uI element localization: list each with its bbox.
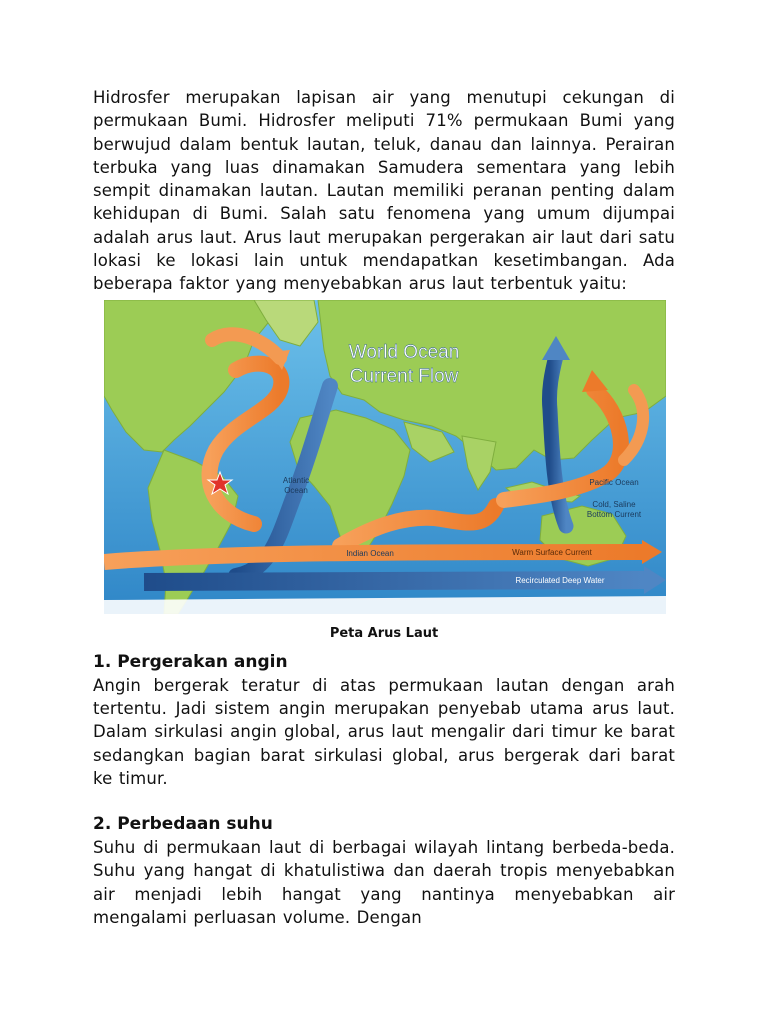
figure-caption: Peta Arus Laut [329, 625, 439, 641]
ocean-current-map [104, 300, 666, 614]
ocean-current-map-graphic [104, 300, 666, 614]
map-title-line2: Current Flow [349, 365, 459, 387]
document-page [93, 86, 675, 929]
label-deep: Recirculated Deep Water [515, 575, 605, 585]
section1-heading: 1. Pergerakan angin [93, 651, 288, 672]
label-warm: Warm Surface Current [512, 547, 592, 557]
section1-body: Angin bergerak teratur di atas permukaan lautan dengan arah tertentu. Jadi sistem angin merupakan penyebab utama arus laut. Dalam sirkulasi angin global, arus laut mengalir dari timur ke barat sedangkan bagian barat sirkulasi global, arus bergerak dari barat ke timur. [93, 675, 675, 788]
label-cold-1: Cold, Saline [592, 499, 636, 509]
map-title-line1: World Ocean [348, 341, 460, 363]
label-indian: Indian Ocean [346, 548, 394, 558]
section2-body: Suhu di permukaan laut di berbagai wilayah lintang berbeda-beda. Suhu yang hangat di khatulistiwa dan daerah tropis menyebabkan air menjadi lebih hangat yang nantinya menyebabkan air mengalami perluasan volume. Dengan [93, 838, 675, 928]
intro-paragraph: Hidrosfer merupakan lapisan air yang menutupi cekungan di permukaan Bumi. Hidrosfer meliputi 71% permukaan Bumi yang berwujud dalam bentuk lautan, teluk, danau dan lainnya. Perairan terbuka yang luas dinamakan Samudera sementara yang lebih sempit dinamakan lautan. Lautan memiliki peranan penting dalam kehidupan di Bumi. Salah satu fenomena yang umum dijumpai adalah arus laut. Arus laut merupakan pergerakan air laut dari satu lokasi ke lokasi lain untuk mendapatkan kesetimbangan. Ada beberapa faktor yang menyebabkan arus laut terbentuk yaitu: [93, 88, 675, 294]
label-atlantic-2: Ocean [284, 485, 308, 495]
label-cold-2: Bottom Current [586, 509, 642, 519]
section2-heading: 2. Perbedaan suhu [93, 814, 273, 835]
section-spacer [93, 790, 675, 813]
label-atlantic-1: Atlantic [282, 475, 310, 485]
label-pacific: Pacific Ocean [589, 477, 639, 487]
